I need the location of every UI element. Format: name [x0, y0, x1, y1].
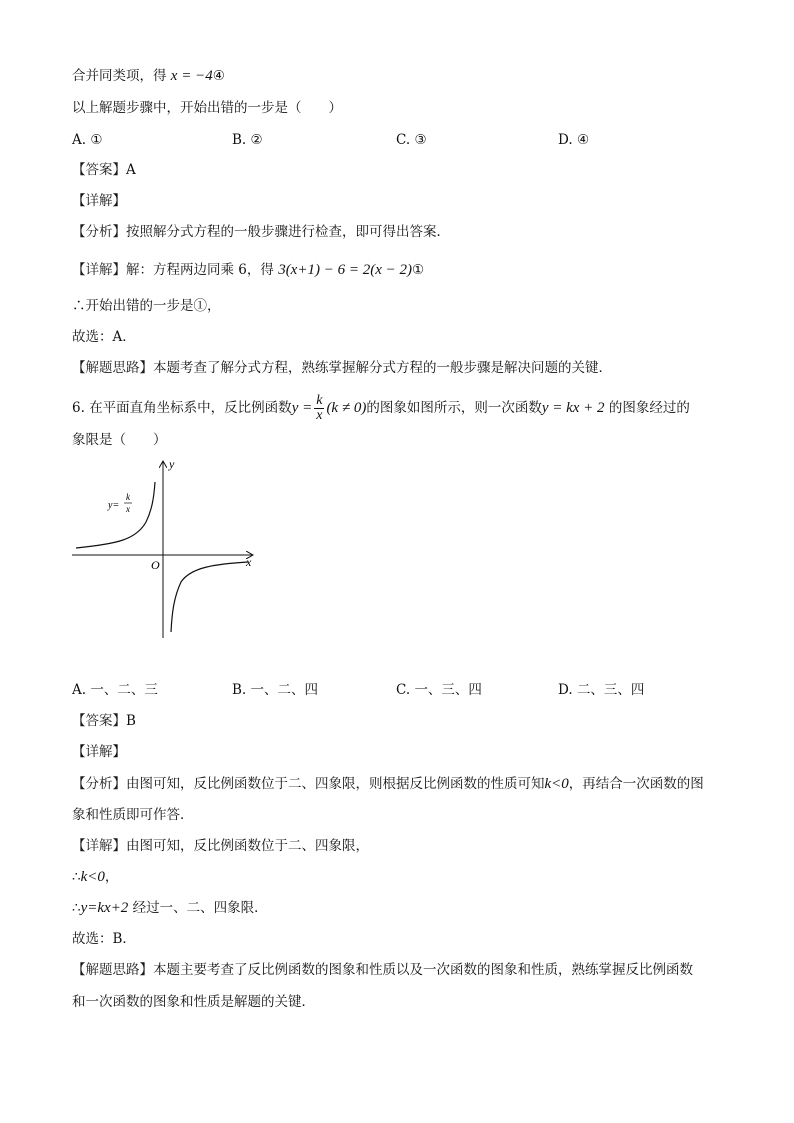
hyperbola-branch-left — [76, 482, 155, 548]
svg-text:x: x — [126, 504, 130, 514]
q5-option-b: B. ② — [232, 132, 263, 148]
svg-text:y=: y= — [108, 500, 120, 511]
q6-answer: 【答案】B — [72, 713, 136, 729]
q5-option-d: D. ④ — [558, 132, 590, 148]
hyperbola-branch-right — [171, 562, 248, 632]
q5-conclusion: ∴开始出错的一步是①， — [72, 298, 221, 314]
q5-detail-tag: 【详解】 — [72, 193, 126, 209]
q6-option-a: A. 一、二、三 — [72, 682, 158, 698]
q6-number: 6. — [72, 400, 85, 416]
y-axis-label: y — [169, 457, 175, 471]
q6-thought-line-1: 【解题思路】本题主要考查了反比例函数的图象和性质以及一次函数的图象和性质，熟练掌握反比例函数 — [72, 962, 693, 978]
q6-therefore-2: ∴y=kx+2 经过一、二、四象限． — [72, 900, 268, 916]
q5-option-a: A. ① — [72, 132, 103, 148]
q6-stem-line-2: 象限是（ ） — [72, 432, 167, 448]
q6-detail-tag: 【详解】 — [72, 744, 126, 760]
q5-merge-line: 合并同类项，得 x = −4④ — [72, 68, 225, 84]
q5-detail: 【详解】解：方程两边同乘 6，得 3(x+1) − 6 = 2(x − 2)① — [72, 262, 425, 278]
q6-analysis-line-2: 象和性质即可作答． — [72, 807, 194, 823]
q5-option-c: C. ③ — [396, 132, 427, 148]
q6-option-d: D. 二、三、四 — [558, 682, 645, 698]
q5-merge-math: x = −4 — [170, 68, 213, 84]
q6-choose: 故选：B． — [72, 931, 136, 947]
q6-option-b: B. 一、二、四 — [232, 682, 319, 698]
q5-thought: 【解题思路】本题考查了解分式方程，熟练掌握解分式方程的一般步骤是解决问题的关键． — [72, 360, 612, 376]
origin-label: O — [151, 558, 160, 572]
q6-fraction: $\frac{k}{x}$ — [316, 393, 323, 423]
q6-detail: 【详解】由图可知，反比例函数位于二、四象限， — [72, 838, 369, 854]
q6-thought-line-2: 和一次函数的图象和性质是解题的关键． — [72, 994, 315, 1010]
q5-analysis: 【分析】按照解分式方程的一般步骤进行检查，即可得出答案． — [72, 224, 450, 240]
q6-therefore-1: ∴k<0， — [72, 869, 119, 885]
q6-option-c: C. 一、三、四 — [396, 682, 482, 698]
q5-choose: 故选：A． — [72, 329, 136, 345]
x-axis-label: x — [246, 555, 252, 569]
curve-label — [107, 492, 132, 514]
hyperbola-graph — [66, 452, 266, 642]
q5-question: 以上解题步骤中，开始出错的一步是（ ） — [72, 100, 342, 116]
q5-detail-math: 3(x+1) − 6 = 2(x − 2) — [278, 262, 412, 278]
svg-text:k: k — [126, 492, 130, 502]
q5-answer: 【答案】A — [72, 162, 136, 178]
q6-stem-line-1: 6. 在平面直角坐标系中，反比例函数y = $\frac{k}{x}$ (k ≠ 0)的图象如图所示，则一次函数y = kx + 2 的图象经过的 — [72, 393, 690, 423]
q6-analysis-line-1: 【分析】由图可知，反比例函数位于二、四象限，则根据反比例函数的性质可知k<0，再结合一次函数的图 — [72, 776, 704, 792]
